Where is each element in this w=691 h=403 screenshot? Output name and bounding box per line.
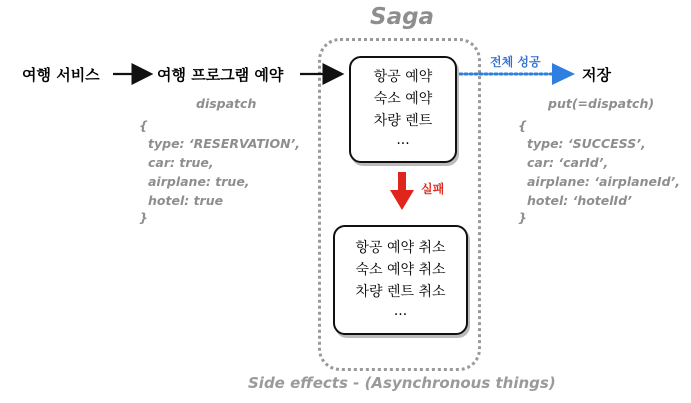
cancel-line: 숙소 예약 취소 (355, 262, 446, 278)
arrow-failure-shaft (398, 172, 406, 192)
saga-title: Saga (370, 4, 435, 30)
reserve-line: 항공 예약 (373, 69, 433, 85)
reserve-actions-box (349, 56, 457, 163)
put-field: hotel: ‘hotelId’ (527, 193, 632, 208)
dispatch-field: car: true, (148, 155, 214, 170)
put-field: car: ‘carId’, (527, 155, 609, 170)
cancel-line: 항공 예약 취소 (355, 240, 446, 256)
arrow-success-head (552, 63, 575, 85)
edge-label-all-success: 전체 성공 (490, 55, 541, 69)
cancel-actions-box (333, 225, 468, 335)
dispatch-label: dispatch (196, 96, 257, 111)
dispatch-close-brace: } (139, 210, 148, 225)
cancel-line: 차량 렌트 취소 (355, 284, 446, 300)
put-open-brace: { (518, 118, 527, 133)
put-field: airplane: ‘airplaneId’, (527, 174, 681, 189)
put-field: type: ‘SUCCESS’, (527, 136, 646, 151)
dispatch-field: airplane: true, (148, 174, 250, 189)
dispatch-field: type: ‘RESERVATION’, (148, 136, 301, 151)
node-program-reservation: 여행 프로그램 예약 (157, 66, 284, 84)
arrow-failure-head (390, 190, 414, 210)
dispatch-field: hotel: true (148, 193, 224, 208)
put-close-brace: } (518, 210, 527, 225)
dispatch-open-brace: { (139, 118, 148, 133)
reserve-line: 차량 렌트 (373, 113, 433, 129)
node-store: 저장 (582, 66, 611, 84)
put-label: put(=dispatch) (548, 96, 655, 111)
saga-caption: Side effects - (Asynchronous things) (248, 374, 556, 392)
node-travel-service: 여행 서비스 (22, 66, 100, 84)
edge-label-failure: 실패 (421, 182, 445, 196)
reserve-line: ... (396, 132, 410, 148)
cancel-line: ... (393, 303, 408, 319)
reserve-line: 숙소 예약 (373, 91, 433, 107)
